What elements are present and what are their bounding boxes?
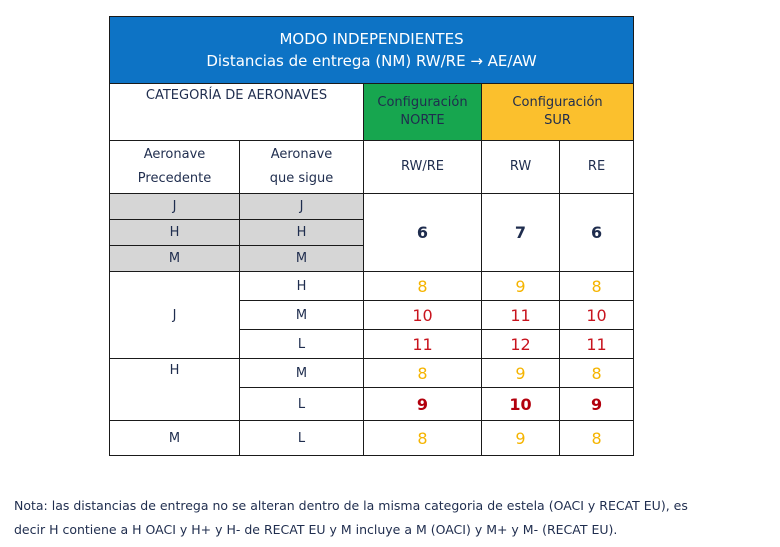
- preceding-cell: M: [110, 421, 240, 456]
- following-cell: H: [240, 272, 364, 301]
- sur-rw-header: RW: [482, 141, 560, 194]
- footnote-line-1: Nota: las distancias de entrega no se alteran dentro de la misma categoria de estela (OACI y RECAT EU), es: [14, 498, 688, 513]
- preceding-cell: H: [110, 220, 240, 246]
- footnote-line-2: decir H contiene a H OACI y H+ y H- de RECAT EU y M incluye a M (OACI) y M+ y M- (RECAT EU).: [14, 522, 618, 537]
- norte-value: 8: [364, 272, 482, 301]
- norte-value: 11: [364, 330, 482, 359]
- norte-config-label: Configuración: [377, 95, 468, 110]
- aircraft-category-header: CATEGORÍA DE AERONAVES: [110, 84, 364, 141]
- preceding-cell: H: [110, 359, 240, 421]
- sur-re-value: 8: [560, 359, 634, 388]
- sur-re-header: RE: [560, 141, 634, 194]
- sur-rw-value: 7: [482, 194, 560, 272]
- norte-value: 9: [364, 388, 482, 421]
- preceding-cell: M: [110, 246, 240, 272]
- following-cell: L: [240, 388, 364, 421]
- sur-re-value: 8: [560, 421, 634, 456]
- footnote: [14, 494, 780, 542]
- sur-re-value: 10: [560, 301, 634, 330]
- norte-value: 8: [364, 359, 482, 388]
- sur-rw-value: 12: [482, 330, 560, 359]
- following-cell: L: [240, 330, 364, 359]
- following-cell: M: [240, 301, 364, 330]
- table-title: [110, 17, 634, 84]
- norte-rwre-header: RW/RE: [364, 141, 482, 194]
- sur-config-name: SUR: [544, 113, 571, 128]
- sur-rw-value: 9: [482, 421, 560, 456]
- sur-rw-value: 9: [482, 359, 560, 388]
- title-line-2: Distancias de entrega (NM) RW/RE → AE/AW: [206, 52, 537, 70]
- sur-rw-value: 9: [482, 272, 560, 301]
- preceding-aircraft-header: [110, 141, 240, 194]
- norte-value: 8: [364, 421, 482, 456]
- preceding-header-line-1: Aeronave: [143, 147, 206, 162]
- following-cell: H: [240, 220, 364, 246]
- norte-config-name: NORTE: [400, 113, 445, 128]
- following-cell: M: [240, 246, 364, 272]
- preceding-cell: J: [110, 272, 240, 359]
- following-cell: M: [240, 359, 364, 388]
- preceding-header-line-2: Precedente: [137, 171, 212, 186]
- sur-rw-value: 10: [482, 388, 560, 421]
- norte-value: 10: [364, 301, 482, 330]
- sur-re-value: 9: [560, 388, 634, 421]
- sur-config-header: [482, 84, 634, 141]
- sur-config-label: Configuración: [512, 95, 603, 110]
- following-header-line-1: Aeronave: [270, 147, 333, 162]
- norte-rwre-value: 6: [364, 194, 482, 272]
- sur-re-value: 6: [560, 194, 634, 272]
- preceding-cell: J: [110, 194, 240, 220]
- following-cell: L: [240, 421, 364, 456]
- following-cell: J: [240, 194, 364, 220]
- sur-re-value: 8: [560, 272, 634, 301]
- following-header-line-2: que sigue: [269, 171, 334, 186]
- sur-re-value: 11: [560, 330, 634, 359]
- norte-config-header: [364, 84, 482, 141]
- following-aircraft-header: [240, 141, 364, 194]
- title-line-1: MODO INDEPENDIENTES: [279, 30, 464, 48]
- separation-table: [109, 16, 634, 456]
- sur-rw-value: 11: [482, 301, 560, 330]
